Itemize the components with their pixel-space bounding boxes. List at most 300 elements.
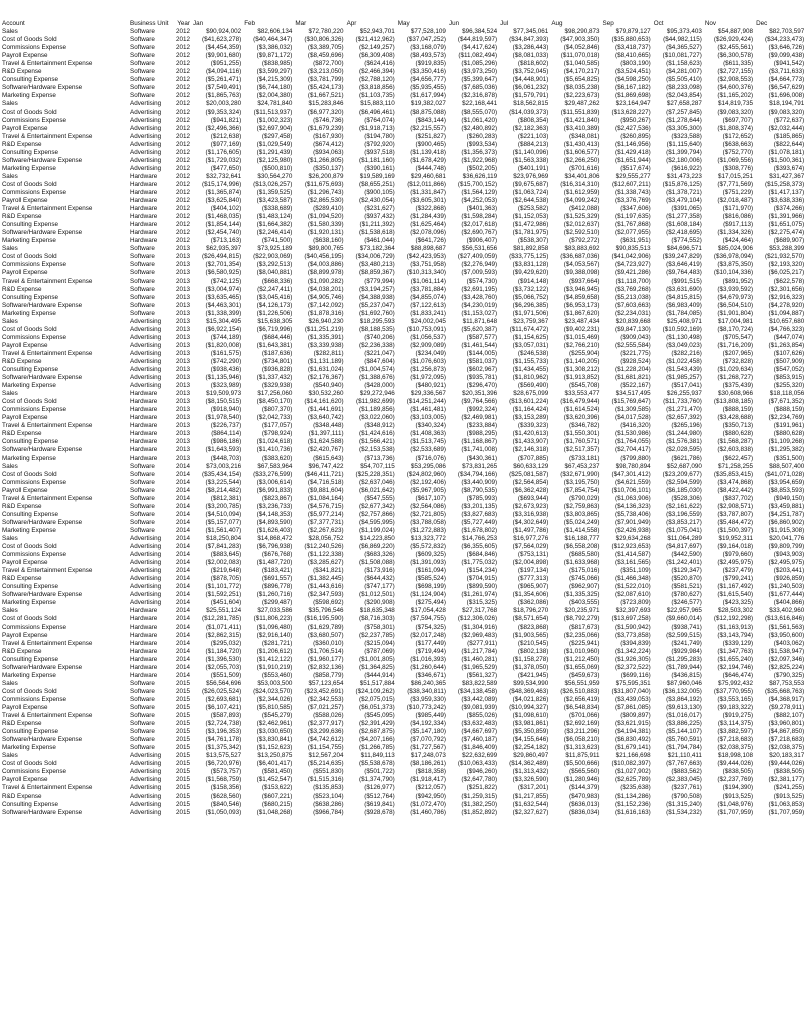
table-cell[interactable]: ($1,010,960): [563, 647, 600, 655]
table-cell[interactable]: ($1,538,947): [768, 647, 804, 655]
table-cell[interactable]: ($424,464): [722, 237, 754, 245]
table-cell[interactable]: $54,887,908: [718, 28, 754, 36]
table-cell[interactable]: ($1,135,946): [205, 374, 242, 382]
table-cell[interactable]: ($1,071,411): [205, 623, 242, 631]
table-cell[interactable]: $62,935,397: [206, 245, 242, 253]
table-cell[interactable]: ($6,548,834): [563, 703, 600, 711]
table-cell[interactable]: ($798,924): [261, 430, 293, 438]
table-cell[interactable]: ($3,410,389): [563, 124, 600, 132]
table-cell[interactable]: 2013: [175, 374, 190, 382]
table-cell[interactable]: ($3,599,297): [256, 68, 293, 76]
table-cell[interactable]: ($2,420,767): [307, 446, 344, 454]
table-cell[interactable]: ($1,226,506): [256, 309, 293, 317]
table-cell[interactable]: ($611,335): [723, 60, 754, 68]
table-cell[interactable]: ($362,086): [517, 599, 549, 607]
table-cell[interactable]: ($4,192,334): [410, 720, 446, 728]
table-cell[interactable]: ($215,094): [364, 639, 395, 647]
table-cell[interactable]: ($436,815): [671, 671, 702, 679]
table-cell[interactable]: ($48,369,463): [509, 687, 549, 695]
table-cell[interactable]: ($2,426,938): [614, 526, 651, 534]
table-cell[interactable]: ($5,727,449): [461, 518, 498, 526]
table-cell[interactable]: $82,606,134: [257, 28, 293, 36]
table-cell[interactable]: ($1,429,418): [614, 148, 651, 156]
table-cell[interactable]: Payroll Expense: [2, 414, 48, 422]
table-cell[interactable]: Software/Hardware Expense: [2, 591, 83, 599]
table-cell[interactable]: Advertising: [130, 567, 162, 575]
table-cell[interactable]: ($1,617,994): [410, 92, 446, 100]
table-cell[interactable]: Advertising: [130, 132, 162, 140]
table-cell[interactable]: ($2,087,610): [614, 591, 651, 599]
table-cell[interactable]: $11,871,648: [462, 317, 498, 325]
table-cell[interactable]: $88,898,687: [410, 245, 446, 253]
table-cell[interactable]: ($1,716,209): [717, 341, 754, 349]
table-cell[interactable]: ($9,871,172): [256, 52, 293, 60]
col-header-may[interactable]: May: [397, 20, 410, 27]
table-cell[interactable]: ($260,895): [620, 132, 651, 140]
table-cell[interactable]: Payroll Expense: [2, 631, 48, 639]
table-cell[interactable]: ($5,214,635): [307, 760, 344, 768]
table-cell[interactable]: Travel & Entertainment Expense: [2, 784, 93, 792]
table-cell[interactable]: ($553,460): [261, 671, 293, 679]
table-cell[interactable]: ($8,571,654): [512, 615, 549, 623]
table-cell[interactable]: ($7,218,683): [768, 736, 804, 744]
table-cell[interactable]: ($942,950): [415, 792, 446, 800]
table-cell[interactable]: R&D Expense: [2, 502, 42, 510]
table-cell[interactable]: Marketing Expense: [2, 382, 56, 390]
table-cell[interactable]: ($1,918,417): [410, 776, 446, 784]
table-cell[interactable]: ($1,561,563): [768, 623, 804, 631]
table-cell[interactable]: ($2,625,789): [614, 776, 651, 784]
table-cell[interactable]: ($951,255): [210, 60, 242, 68]
table-cell[interactable]: $73,831,265: [462, 462, 498, 470]
table-cell[interactable]: ($8,150,515): [205, 398, 242, 406]
table-cell[interactable]: ($1,272,883): [410, 526, 446, 534]
table-cell[interactable]: ($2,235,066): [563, 631, 600, 639]
table-cell[interactable]: ($5,261,471): [205, 76, 242, 84]
table-cell[interactable]: ($315,325): [466, 599, 498, 607]
table-cell[interactable]: ($7,671,352): [768, 398, 804, 406]
table-cell[interactable]: Advertising: [130, 776, 162, 784]
table-cell[interactable]: Commissions Expense: [2, 333, 67, 341]
table-cell[interactable]: $73,182,364: [359, 245, 395, 253]
table-cell[interactable]: $20,003,280: [206, 100, 242, 108]
table-cell[interactable]: ($183,421): [261, 567, 293, 575]
table-cell[interactable]: ($1,497,786): [512, 526, 549, 534]
table-cell[interactable]: $32,397,693: [615, 607, 651, 615]
table-cell[interactable]: ($858,779): [313, 671, 344, 679]
table-cell[interactable]: 2013: [175, 341, 190, 349]
table-cell[interactable]: 2012: [175, 213, 190, 221]
table-cell[interactable]: ($4,723,927): [614, 261, 651, 269]
table-cell[interactable]: ($2,042,733): [256, 414, 293, 422]
table-cell[interactable]: Advertising: [130, 108, 162, 116]
table-cell[interactable]: ($2,301,656): [768, 285, 804, 293]
table-cell[interactable]: ($551,830): [313, 768, 344, 776]
table-cell[interactable]: ($9,764,566): [461, 398, 498, 406]
table-cell[interactable]: ($1,592,251): [205, 591, 242, 599]
table-cell[interactable]: ($628,560): [210, 792, 242, 800]
table-cell[interactable]: $10,657,680: [769, 317, 804, 325]
table-cell[interactable]: ($2,372,522): [614, 663, 651, 671]
table-cell[interactable]: ($6,300,578): [717, 52, 754, 60]
table-cell[interactable]: ($4,053,567): [563, 261, 600, 269]
table-cell[interactable]: Advertising: [130, 116, 162, 124]
table-cell[interactable]: ($2,480,892): [461, 124, 498, 132]
table-cell[interactable]: Advertising: [130, 792, 162, 800]
table-cell[interactable]: ($2,692,169): [563, 720, 600, 728]
table-cell[interactable]: Software/Hardware Expense: [2, 446, 83, 454]
table-cell[interactable]: ($2,697,904): [256, 124, 293, 132]
table-cell[interactable]: ($5,977,214): [307, 510, 344, 518]
table-cell[interactable]: ($785,993): [466, 494, 498, 502]
table-cell[interactable]: ($10,773,242): [406, 703, 446, 711]
table-cell[interactable]: ($2,276,949): [461, 261, 498, 269]
table-cell[interactable]: $21,110,411: [667, 752, 702, 760]
table-cell[interactable]: Commissions Expense: [2, 44, 67, 52]
table-cell[interactable]: ($16,479,944): [560, 398, 600, 406]
table-cell[interactable]: ($4,215,309): [256, 76, 293, 84]
table-cell[interactable]: ($545,279): [261, 712, 293, 720]
table-cell[interactable]: $56,531,656: [462, 245, 498, 253]
table-cell[interactable]: ($317,201): [517, 784, 549, 792]
table-cell[interactable]: ($107,626): [773, 349, 804, 357]
table-cell[interactable]: ($4,052,846): [563, 44, 600, 52]
table-cell[interactable]: ($2,599,515): [666, 631, 702, 639]
table-cell[interactable]: ($2,028,595): [666, 446, 702, 454]
table-cell[interactable]: $18,796,270: [513, 607, 549, 615]
table-cell[interactable]: 2012: [175, 44, 190, 52]
table-cell[interactable]: Software: [130, 92, 155, 100]
table-cell[interactable]: ($1,629,789): [307, 623, 344, 631]
table-cell[interactable]: $29,272,946: [359, 390, 395, 398]
table-cell[interactable]: ($323,989): [210, 382, 242, 390]
table-cell[interactable]: ($1,483,124): [256, 213, 293, 221]
table-cell[interactable]: ($36,687,036): [560, 253, 600, 261]
table-cell[interactable]: 2013: [175, 430, 190, 438]
table-cell[interactable]: ($1,004,574): [359, 366, 395, 374]
table-cell[interactable]: ($818,602): [517, 60, 549, 68]
table-cell[interactable]: ($1,015,469): [563, 333, 600, 341]
table-cell[interactable]: ($1,590,942): [614, 623, 651, 631]
table-cell[interactable]: $99,534,990: [513, 679, 549, 687]
table-cell[interactable]: 2013: [175, 446, 190, 454]
table-cell[interactable]: ($404,866): [773, 599, 804, 607]
table-cell[interactable]: ($5,935,455): [410, 84, 446, 92]
table-cell[interactable]: ($792,920): [364, 140, 395, 148]
table-cell[interactable]: ($4,595,995): [359, 518, 395, 526]
table-cell[interactable]: $11,064,289: [667, 535, 702, 542]
table-cell[interactable]: ($624,416): [364, 60, 395, 68]
table-cell[interactable]: Hardware: [130, 237, 158, 245]
table-cell[interactable]: ($1,869,698): [614, 92, 651, 100]
table-cell[interactable]: ($2,533,689): [410, 446, 446, 454]
table-cell[interactable]: ($823,867): [261, 494, 293, 502]
table-cell[interactable]: Advertising: [130, 551, 162, 559]
table-cell[interactable]: ($7,685,036): [461, 84, 498, 92]
table-cell[interactable]: ($1,217,784): [461, 647, 498, 655]
table-cell[interactable]: ($346,782): [569, 422, 600, 430]
table-cell[interactable]: ($919,275): [722, 712, 754, 720]
table-cell[interactable]: Software: [130, 687, 155, 695]
table-cell[interactable]: ($253,582): [517, 205, 549, 213]
table-cell[interactable]: ($855,026): [466, 712, 498, 720]
table-cell[interactable]: ($2,673,923): [512, 502, 549, 510]
table-cell[interactable]: ($716,076): [415, 454, 446, 462]
table-cell[interactable]: Travel & Entertainment Expense: [2, 567, 93, 575]
table-cell[interactable]: 2012: [175, 92, 190, 100]
table-cell[interactable]: ($2,004,898): [512, 559, 549, 567]
table-cell[interactable]: ($2,832,136): [307, 663, 344, 671]
table-cell[interactable]: ($296,470): [466, 382, 498, 390]
table-cell[interactable]: Consulting Expense: [2, 148, 59, 156]
table-cell[interactable]: ($5,399,647): [461, 76, 498, 84]
table-cell[interactable]: Software: [130, 76, 155, 84]
table-cell[interactable]: Software: [130, 720, 155, 728]
table-cell[interactable]: 2015: [175, 744, 190, 752]
table-cell[interactable]: 2015: [175, 768, 190, 776]
table-cell[interactable]: 2013: [175, 301, 190, 309]
table-cell[interactable]: ($11,982,699): [356, 398, 395, 406]
table-cell[interactable]: 2013: [175, 357, 190, 365]
table-cell[interactable]: ($234,049): [415, 349, 446, 357]
table-cell[interactable]: Cost of Goods Sold: [2, 108, 57, 116]
table-cell[interactable]: ($918,940): [210, 406, 242, 414]
table-cell[interactable]: ($6,496,461): [359, 108, 395, 116]
table-cell[interactable]: ($2,017,618): [461, 221, 498, 229]
table-cell[interactable]: Software: [130, 68, 155, 76]
table-cell[interactable]: ($1,391,093): [410, 559, 446, 567]
table-cell[interactable]: ($547,052): [773, 366, 804, 374]
table-cell[interactable]: Software/Hardware Expense: [2, 374, 83, 382]
table-cell[interactable]: 2014: [175, 591, 190, 599]
table-cell[interactable]: ($393,674): [773, 164, 804, 172]
table-cell[interactable]: ($790,508): [671, 792, 702, 800]
table-cell[interactable]: ($799,880): [620, 454, 651, 462]
table-cell[interactable]: ($3,853,217): [666, 518, 702, 526]
table-cell[interactable]: ($517,041): [671, 382, 702, 390]
table-cell[interactable]: ($2,657,392): [666, 414, 702, 422]
table-cell[interactable]: ($704,915): [466, 575, 498, 583]
table-cell[interactable]: ($2,916,140): [256, 631, 293, 639]
table-cell[interactable]: Software: [130, 510, 155, 518]
table-cell[interactable]: $15,883,110: [360, 100, 395, 108]
table-cell[interactable]: ($348,912): [364, 422, 395, 430]
table-cell[interactable]: ($37,770,955): [713, 687, 754, 695]
table-cell[interactable]: ($2,038,375): [768, 744, 804, 752]
table-cell[interactable]: Hardware: [130, 172, 158, 180]
table-cell[interactable]: Software: [130, 494, 155, 502]
table-cell[interactable]: ($461,044): [364, 237, 395, 245]
table-cell[interactable]: Software/Hardware Expense: [2, 808, 83, 816]
table-cell[interactable]: Cost of Goods Sold: [2, 398, 57, 406]
table-cell[interactable]: ($517,674): [620, 164, 651, 172]
table-cell[interactable]: ($1,794,784): [666, 744, 702, 752]
table-cell[interactable]: ($1,920,131): [307, 229, 344, 237]
table-cell[interactable]: ($1,729,032): [205, 156, 242, 164]
table-cell[interactable]: ($251,827): [415, 132, 446, 140]
table-cell[interactable]: ($6,977,320): [307, 108, 344, 116]
table-cell[interactable]: ($1,564,129): [461, 188, 498, 196]
table-cell[interactable]: Marketing Expense: [2, 526, 56, 534]
table-cell[interactable]: $73,003,216: [206, 462, 242, 470]
table-cell[interactable]: ($808,354): [517, 116, 549, 124]
table-cell[interactable]: ($872,700): [313, 60, 344, 68]
table-cell[interactable]: ($1,342,224): [614, 647, 651, 655]
table-cell[interactable]: ($15,700,152): [457, 180, 498, 188]
table-cell[interactable]: ($581,037): [466, 357, 498, 365]
table-cell[interactable]: ($3,620,396): [563, 414, 600, 422]
table-cell[interactable]: ($1,598,284): [461, 213, 498, 221]
table-cell[interactable]: 2013: [175, 261, 190, 269]
table-cell[interactable]: 2012: [175, 60, 190, 68]
table-cell[interactable]: $26,940,230: [308, 317, 344, 325]
table-cell[interactable]: ($7,009,593): [461, 269, 498, 277]
table-cell[interactable]: Software: [130, 486, 155, 494]
table-cell[interactable]: ($1,295,382): [768, 446, 804, 454]
table-cell[interactable]: $18,194,791: [769, 100, 804, 108]
table-cell[interactable]: ($16,314,310): [560, 180, 600, 188]
table-cell[interactable]: ($5,024,249): [563, 518, 600, 526]
table-cell[interactable]: ($6,061,232): [512, 84, 549, 92]
col-header-sep[interactable]: Sep: [602, 20, 614, 27]
table-cell[interactable]: ($1,568,759): [205, 776, 242, 784]
table-cell[interactable]: Software: [130, 679, 155, 687]
table-cell[interactable]: ($1,543,439): [666, 366, 702, 374]
table-cell[interactable]: ($4,859,658): [563, 293, 600, 301]
table-cell[interactable]: ($237,479): [722, 567, 754, 575]
table-cell[interactable]: 2012: [175, 140, 190, 148]
table-cell[interactable]: ($500,810): [261, 164, 293, 172]
table-cell[interactable]: ($979,660): [722, 551, 754, 559]
table-cell[interactable]: ($2,193,320): [768, 261, 804, 269]
table-cell[interactable]: 2012: [175, 132, 190, 140]
table-cell[interactable]: ($1,901,804): [717, 309, 754, 317]
table-cell[interactable]: ($2,724,738): [205, 720, 242, 728]
table-cell[interactable]: ($7,841,283): [205, 543, 242, 551]
table-cell[interactable]: ($30,806,326): [304, 36, 344, 44]
table-cell[interactable]: ($2,564,086): [410, 502, 446, 510]
table-cell[interactable]: $17,256,060: [257, 390, 293, 398]
table-cell[interactable]: ($929,984): [671, 647, 702, 655]
table-cell[interactable]: ($1,434,455): [512, 366, 549, 374]
table-cell[interactable]: ($6,051,373): [359, 703, 395, 711]
table-cell[interactable]: ($9,099,438): [768, 52, 804, 60]
table-cell[interactable]: ($13,628,227): [611, 108, 651, 116]
table-cell[interactable]: ($790,029): [569, 494, 600, 502]
table-cell[interactable]: ($340,324): [415, 422, 446, 430]
table-cell[interactable]: ($2,149,257): [359, 44, 395, 52]
table-cell[interactable]: ($282,216): [671, 349, 702, 357]
table-cell[interactable]: Hardware: [130, 663, 158, 671]
table-cell[interactable]: ($1,727,567): [410, 744, 446, 752]
table-cell[interactable]: $14,819,735: [718, 100, 754, 108]
table-cell[interactable]: ($11,251,219): [304, 325, 344, 333]
table-cell[interactable]: ($33,276,599): [253, 470, 293, 478]
table-cell[interactable]: ($569,490): [517, 382, 549, 390]
table-cell[interactable]: ($864,114): [211, 430, 242, 438]
table-cell[interactable]: ($6,355,605): [461, 543, 498, 551]
table-cell[interactable]: ($1,167,492): [717, 583, 754, 591]
table-cell[interactable]: Hardware: [130, 647, 158, 655]
table-cell[interactable]: ($900,465): [415, 140, 446, 148]
table-cell[interactable]: ($1,615,540): [717, 591, 754, 599]
table-cell[interactable]: ($3,479,104): [666, 197, 702, 205]
table-cell[interactable]: ($1,764,055): [614, 438, 651, 446]
table-cell[interactable]: R&D Expense: [2, 720, 42, 728]
table-cell[interactable]: ($917,113): [723, 221, 754, 229]
table-cell[interactable]: ($11,551,839): [560, 108, 600, 116]
table-cell[interactable]: ($1,566,421): [359, 438, 395, 446]
table-cell[interactable]: ($2,275,474): [768, 229, 804, 237]
table-cell[interactable]: ($9,429,620): [512, 269, 549, 277]
table-cell[interactable]: ($7,021,257): [307, 703, 344, 711]
table-cell[interactable]: ($1,410,736): [256, 446, 293, 454]
col-header-account[interactable]: Account: [2, 20, 25, 27]
table-cell[interactable]: $24,781,840: [257, 100, 293, 108]
table-cell[interactable]: ($282,811): [313, 349, 344, 357]
table-cell[interactable]: $77,345,061: [513, 28, 549, 36]
table-cell[interactable]: ($1,487,720): [256, 559, 293, 567]
table-cell[interactable]: ($24,802,960): [406, 470, 446, 478]
table-cell[interactable]: Advertising: [130, 583, 162, 591]
table-cell[interactable]: ($2,247,411): [257, 285, 293, 293]
table-cell[interactable]: ($154,234): [466, 567, 498, 575]
table-cell[interactable]: ($12,281,785): [201, 615, 242, 623]
table-cell[interactable]: Advertising: [130, 575, 162, 583]
table-cell[interactable]: ($9,764,483): [666, 269, 702, 277]
table-cell[interactable]: Advertising: [130, 535, 162, 542]
table-cell[interactable]: ($191,961): [773, 422, 804, 430]
table-cell[interactable]: Commissions Expense: [2, 623, 67, 631]
table-cell[interactable]: 2014: [175, 462, 190, 470]
table-cell[interactable]: ($966,784): [313, 808, 344, 816]
table-cell[interactable]: Consulting Expense: [2, 221, 59, 229]
table-cell[interactable]: ($685,580): [569, 551, 600, 559]
table-cell[interactable]: ($699,116): [620, 671, 651, 679]
table-cell[interactable]: Sales: [2, 172, 18, 180]
table-cell[interactable]: ($1,525,329): [563, 213, 600, 221]
table-cell[interactable]: $11,875,911: [565, 752, 600, 760]
table-cell[interactable]: Payroll Expense: [2, 559, 48, 567]
table-cell[interactable]: 2013: [175, 245, 190, 253]
table-cell[interactable]: ($6,547,629): [768, 84, 804, 92]
table-cell[interactable]: $18,250,804: [206, 535, 242, 542]
table-cell[interactable]: ($636,013): [569, 800, 600, 808]
table-cell[interactable]: ($3,225,544): [205, 478, 242, 486]
table-cell[interactable]: ($1,109,268): [768, 438, 804, 446]
table-cell[interactable]: ($1,468,035): [205, 213, 242, 221]
table-cell[interactable]: ($747,177): [364, 583, 395, 591]
table-cell[interactable]: $21,166,698: [615, 752, 651, 760]
table-cell[interactable]: ($2,383,045): [666, 776, 702, 784]
table-cell[interactable]: ($520,870): [671, 575, 702, 583]
table-cell[interactable]: Hardware: [130, 446, 158, 454]
table-cell[interactable]: ($3,939,592): [717, 285, 754, 293]
table-cell[interactable]: ($2,454,740): [205, 229, 242, 237]
table-cell[interactable]: ($1,140,096): [512, 148, 549, 156]
table-cell[interactable]: ($2,418,695): [666, 229, 702, 237]
table-cell[interactable]: ($585,524): [415, 575, 446, 583]
table-cell[interactable]: ($772,637): [773, 116, 804, 124]
table-cell[interactable]: ($1,078,181): [768, 148, 804, 156]
table-cell[interactable]: 2015: [175, 776, 190, 784]
table-cell[interactable]: ($878,705): [210, 575, 242, 583]
table-cell[interactable]: Software/Hardware Expense: [2, 301, 83, 309]
table-cell[interactable]: ($799,241): [722, 575, 754, 583]
table-cell[interactable]: ($6,744,180): [256, 84, 293, 92]
table-cell[interactable]: ($1,852,892): [461, 808, 498, 816]
table-cell[interactable]: ($1,184,720): [205, 647, 242, 655]
